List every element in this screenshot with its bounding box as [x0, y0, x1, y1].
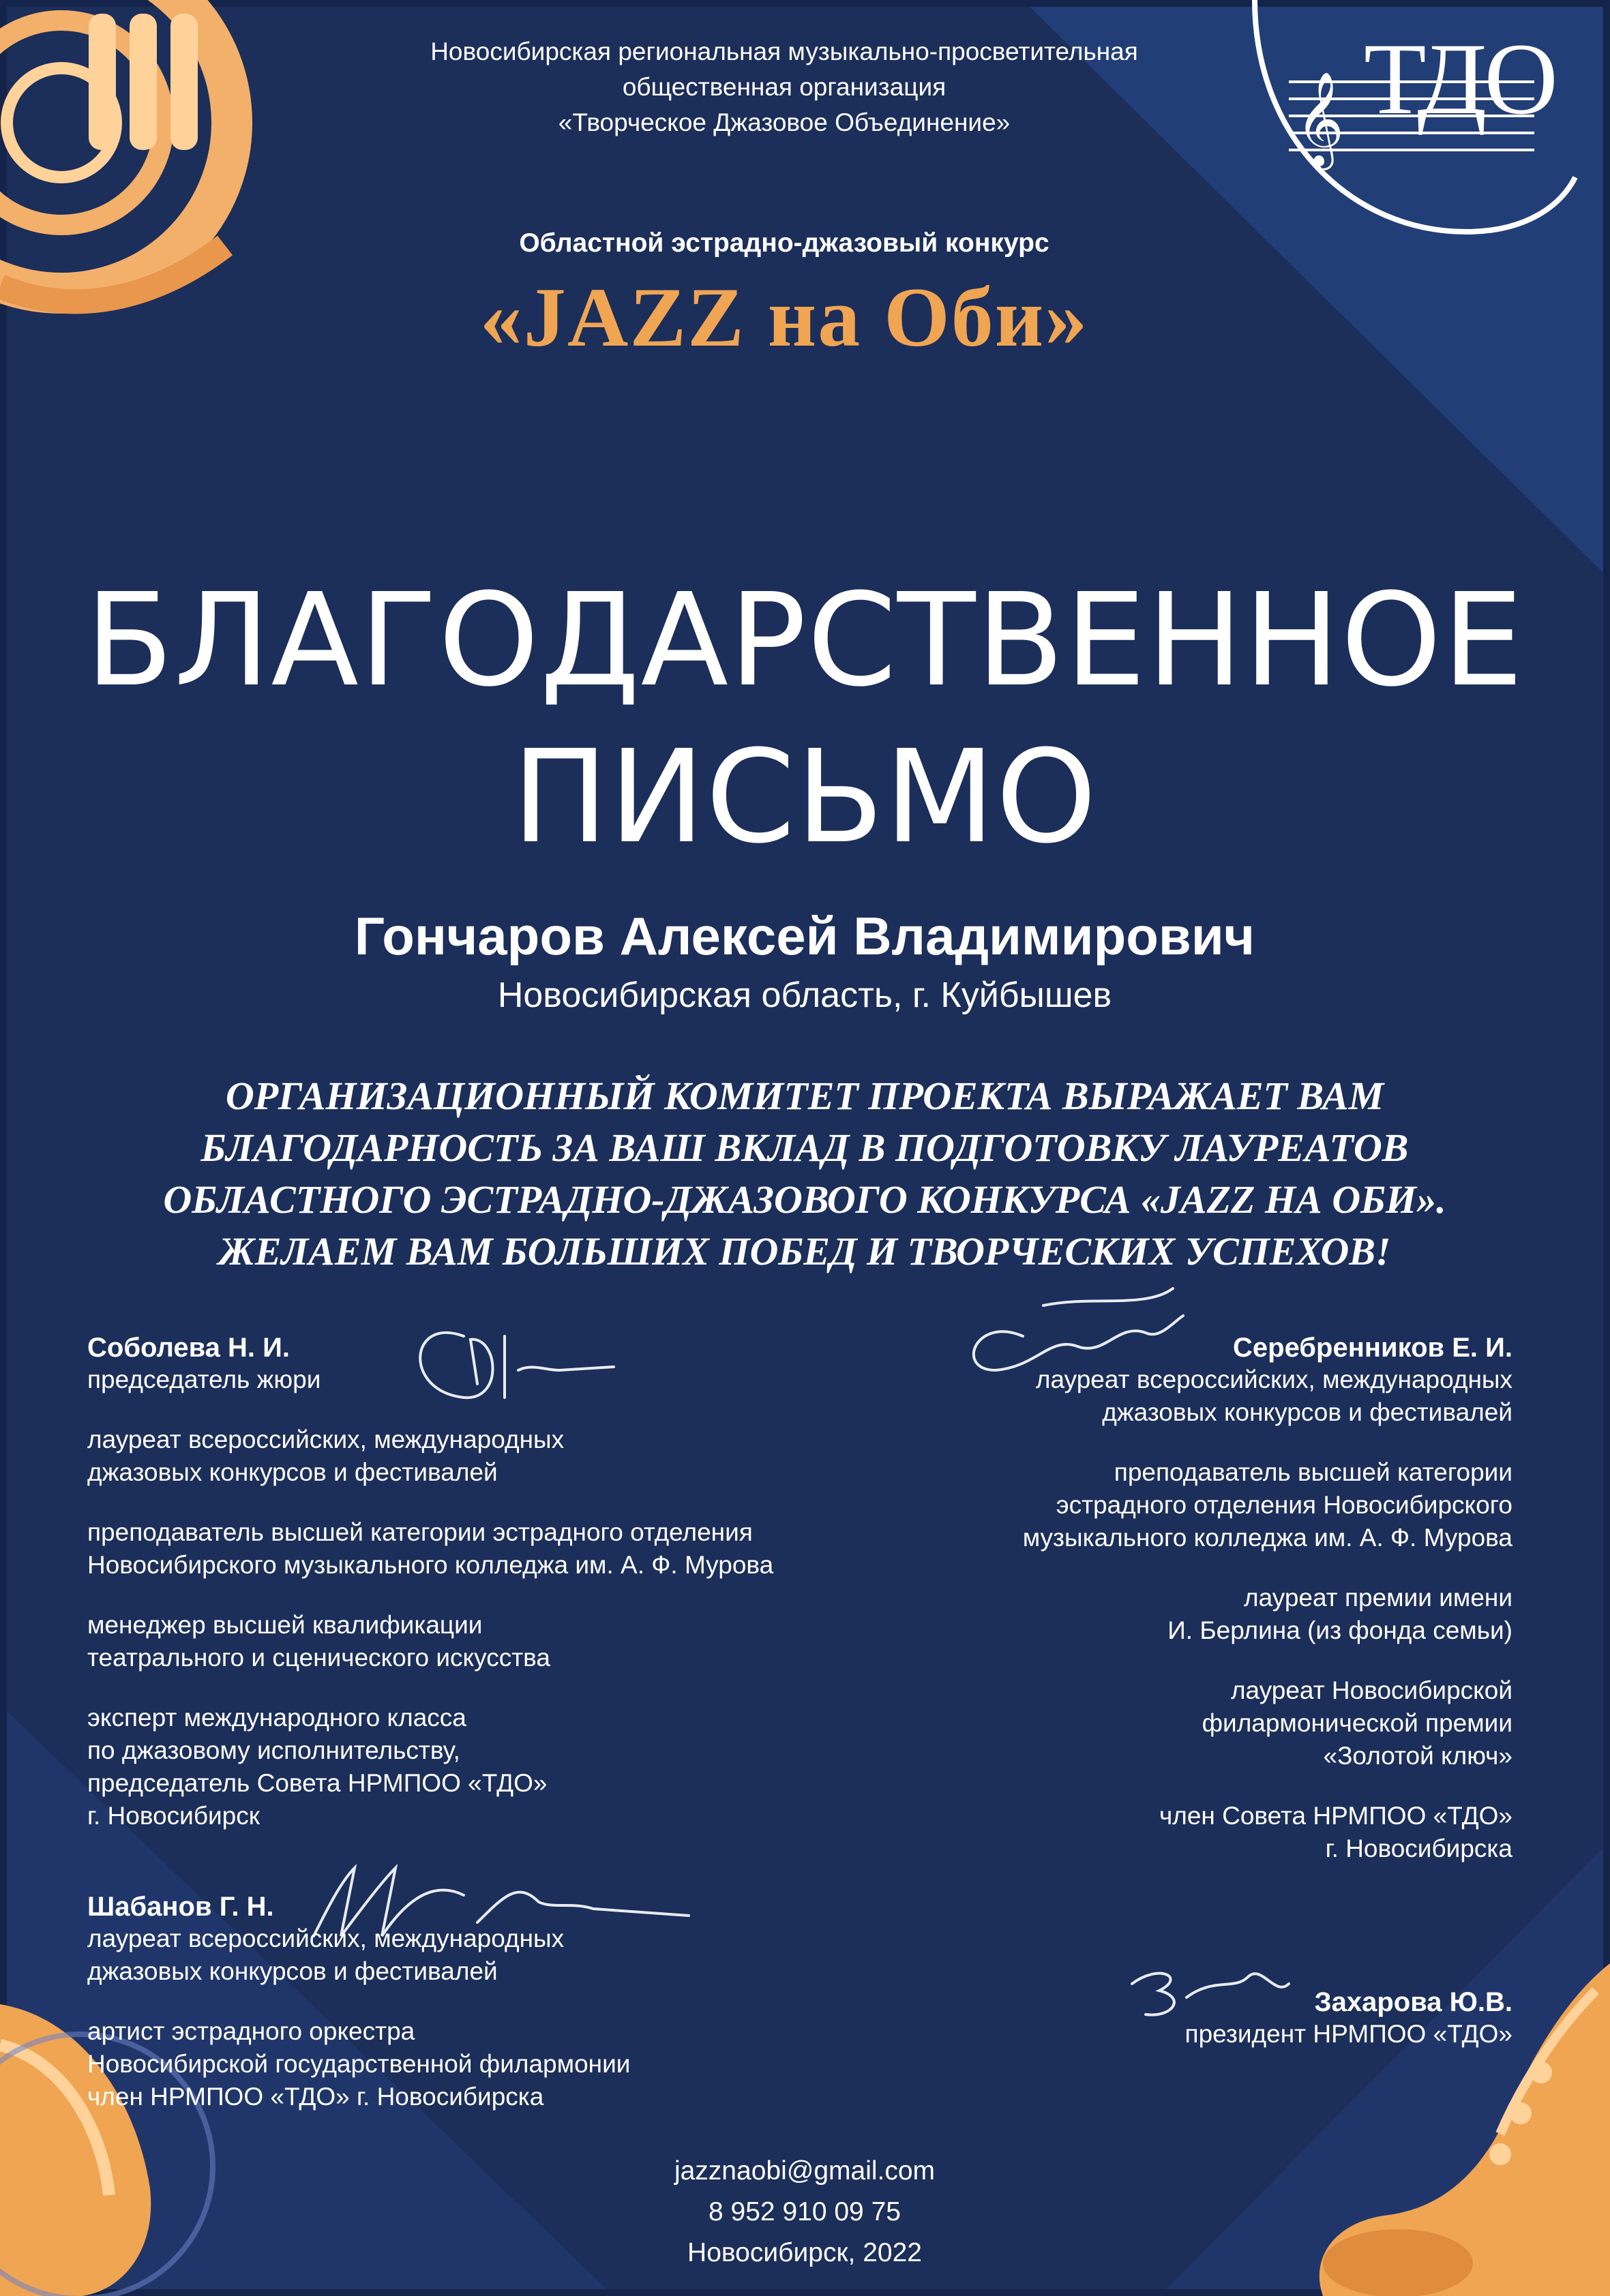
spacer [87, 1489, 837, 1516]
spacer [87, 1674, 837, 1702]
spacer [818, 1772, 1512, 1800]
signatory-role-line: лауреат всероссийских, международных [87, 1425, 565, 1453]
signatory-soboleva [87, 1333, 837, 1832]
signatory-role-line: филармонической премии [1202, 1709, 1512, 1737]
signatory-role-line: председатель Совета НРМПОО «ТДО» [87, 1769, 548, 1797]
recipient-name: Гончаров Алексей Владимирович [354, 906, 1255, 966]
signatory-role-line: Новосибирского музыкального колледжа им. А. Ф. Мурова [87, 1551, 774, 1579]
spacer [818, 1647, 1512, 1674]
org-line-1: Новосибирская региональная музыкально-просветительная [430, 37, 1138, 65]
document-title-line-2: ПИСЬМО [511, 723, 1098, 872]
message-line-1: ОРГАНИЗАЦИОННЫЙ КОМИТЕТ ПРОЕКТА ВЫРАЖАЕТ ВАМ [225, 1074, 1384, 1118]
signatory-role-line: театрального и сценического искусства [87, 1644, 550, 1672]
message-line-2: БЛАГОДАРНОСТЬ ЗА ВАШ ВКЛАД В ПОДГОТОВКУ ЛАУРЕАТОВ [200, 1126, 1409, 1170]
contact-phone: 8 952 910 09 75 [709, 2197, 901, 2226]
signatory-role-line: президент НРМПОО «ТДО» [1184, 2020, 1512, 2048]
signatory-role-line: г. Новосибирск [87, 1802, 260, 1830]
contact-email: jazznaobi@gmail.com [674, 2156, 936, 2186]
org-line-2: общественная организация [622, 73, 946, 101]
signatory-name: Соболева Н. И. [87, 1333, 290, 1363]
city-year: Новосибирск, 2022 [687, 2238, 922, 2267]
signatory-role-line: эксперт международного класса [87, 1704, 466, 1732]
signatory-name: Захарова Ю.В. [1314, 1987, 1512, 2017]
signatory-zakharova [818, 1987, 1512, 2051]
signatory-role-line: И. Берлина (из фонда семьи) [1167, 1616, 1512, 1644]
signatory-role-line: джазовых конкурсов и фестивалей [87, 1458, 498, 1486]
signatory-role-line: г. Новосибирска [1325, 1834, 1512, 1862]
signatory-role-line: лауреат премии имени [1243, 1584, 1512, 1612]
signatory-role-line: лауреат всероссийских, международных [87, 1924, 565, 1952]
signatory-role-line: по джазовому исполнительству, [87, 1736, 460, 1764]
signatory-role-line: преподаватель высшей категории эстрадного отделения [87, 1518, 753, 1546]
contacts-footer [477, 2151, 1132, 2274]
signatory-role-line: менеджер высшей квалификации [87, 1611, 483, 1639]
signatory-role-line: член Совета НРМПОО «ТДО» [1159, 1802, 1512, 1830]
tdo-logo-text: ТДО [1364, 22, 1555, 136]
signatory-role-line: «Золотой ключ» [1323, 1742, 1512, 1770]
signatory-name: Серебренников Е. И. [1233, 1333, 1512, 1363]
signatory-serebrennikov [818, 1333, 1512, 1865]
svg-text:𝄞: 𝄞 [1296, 72, 1344, 166]
spacer [818, 1554, 1512, 1582]
message-line-4: ЖЕЛАЕМ ВАМ БОЛЬШИХ ПОБЕД И ТВОРЧЕСКИХ УСПЕХОВ! [218, 1229, 1391, 1273]
signatory-role-line: преподаватель высшей категории [1114, 1458, 1512, 1486]
message-line-3: ОБЛАСТНОГО ЭСТРАДНО-ДЖАЗОВОГО КОНКУРСА «JAZZ НА ОБИ». [163, 1177, 1446, 1222]
signatory-name: Шабанов Г. Н. [87, 1892, 274, 1922]
recipient-place: Новосибирская область, г. Куйбышев [497, 976, 1112, 1015]
org-line-3: «Творческое Джазовое Объединение» [558, 108, 1011, 136]
document-title-line-1: БЛАГОДАРСТВЕННОЕ [85, 566, 1524, 715]
contest-name: «JAZZ на Оби» [479, 271, 1089, 364]
spacer [818, 1429, 1512, 1456]
spacer [87, 1396, 837, 1423]
spacer [87, 1582, 837, 1609]
signatory-role-line: джазовых конкурсов и фестивалей [87, 1957, 498, 1985]
signatory-role-line: лауреат Новосибирской [1230, 1676, 1512, 1704]
signatory-role-line: музыкального колледжа им. А. Ф. Мурова [1022, 1524, 1512, 1552]
signatory-role-line: лауреат всероссийских, международных [1035, 1365, 1512, 1393]
signatory-shabanov [87, 1892, 837, 2113]
signatory-role-line: артист эстрадного оркестра [87, 2017, 415, 2045]
signatory-role-line: эстрадного отделения Новосибирского [1056, 1491, 1512, 1519]
signatory-role-line: Новосибирской государственной филармонии [87, 2050, 631, 2078]
spacer [87, 1988, 837, 2015]
signatory-role-line: член НРМПОО «ТДО» г. Новосибирска [87, 2083, 544, 2111]
signatory-role-line: джазовых конкурсов и фестивалей [1102, 1398, 1512, 1426]
signatory-role-line: председатель жюри [87, 1365, 321, 1393]
contest-label: Областной эстрадно-джазовый конкурс [519, 228, 1049, 258]
